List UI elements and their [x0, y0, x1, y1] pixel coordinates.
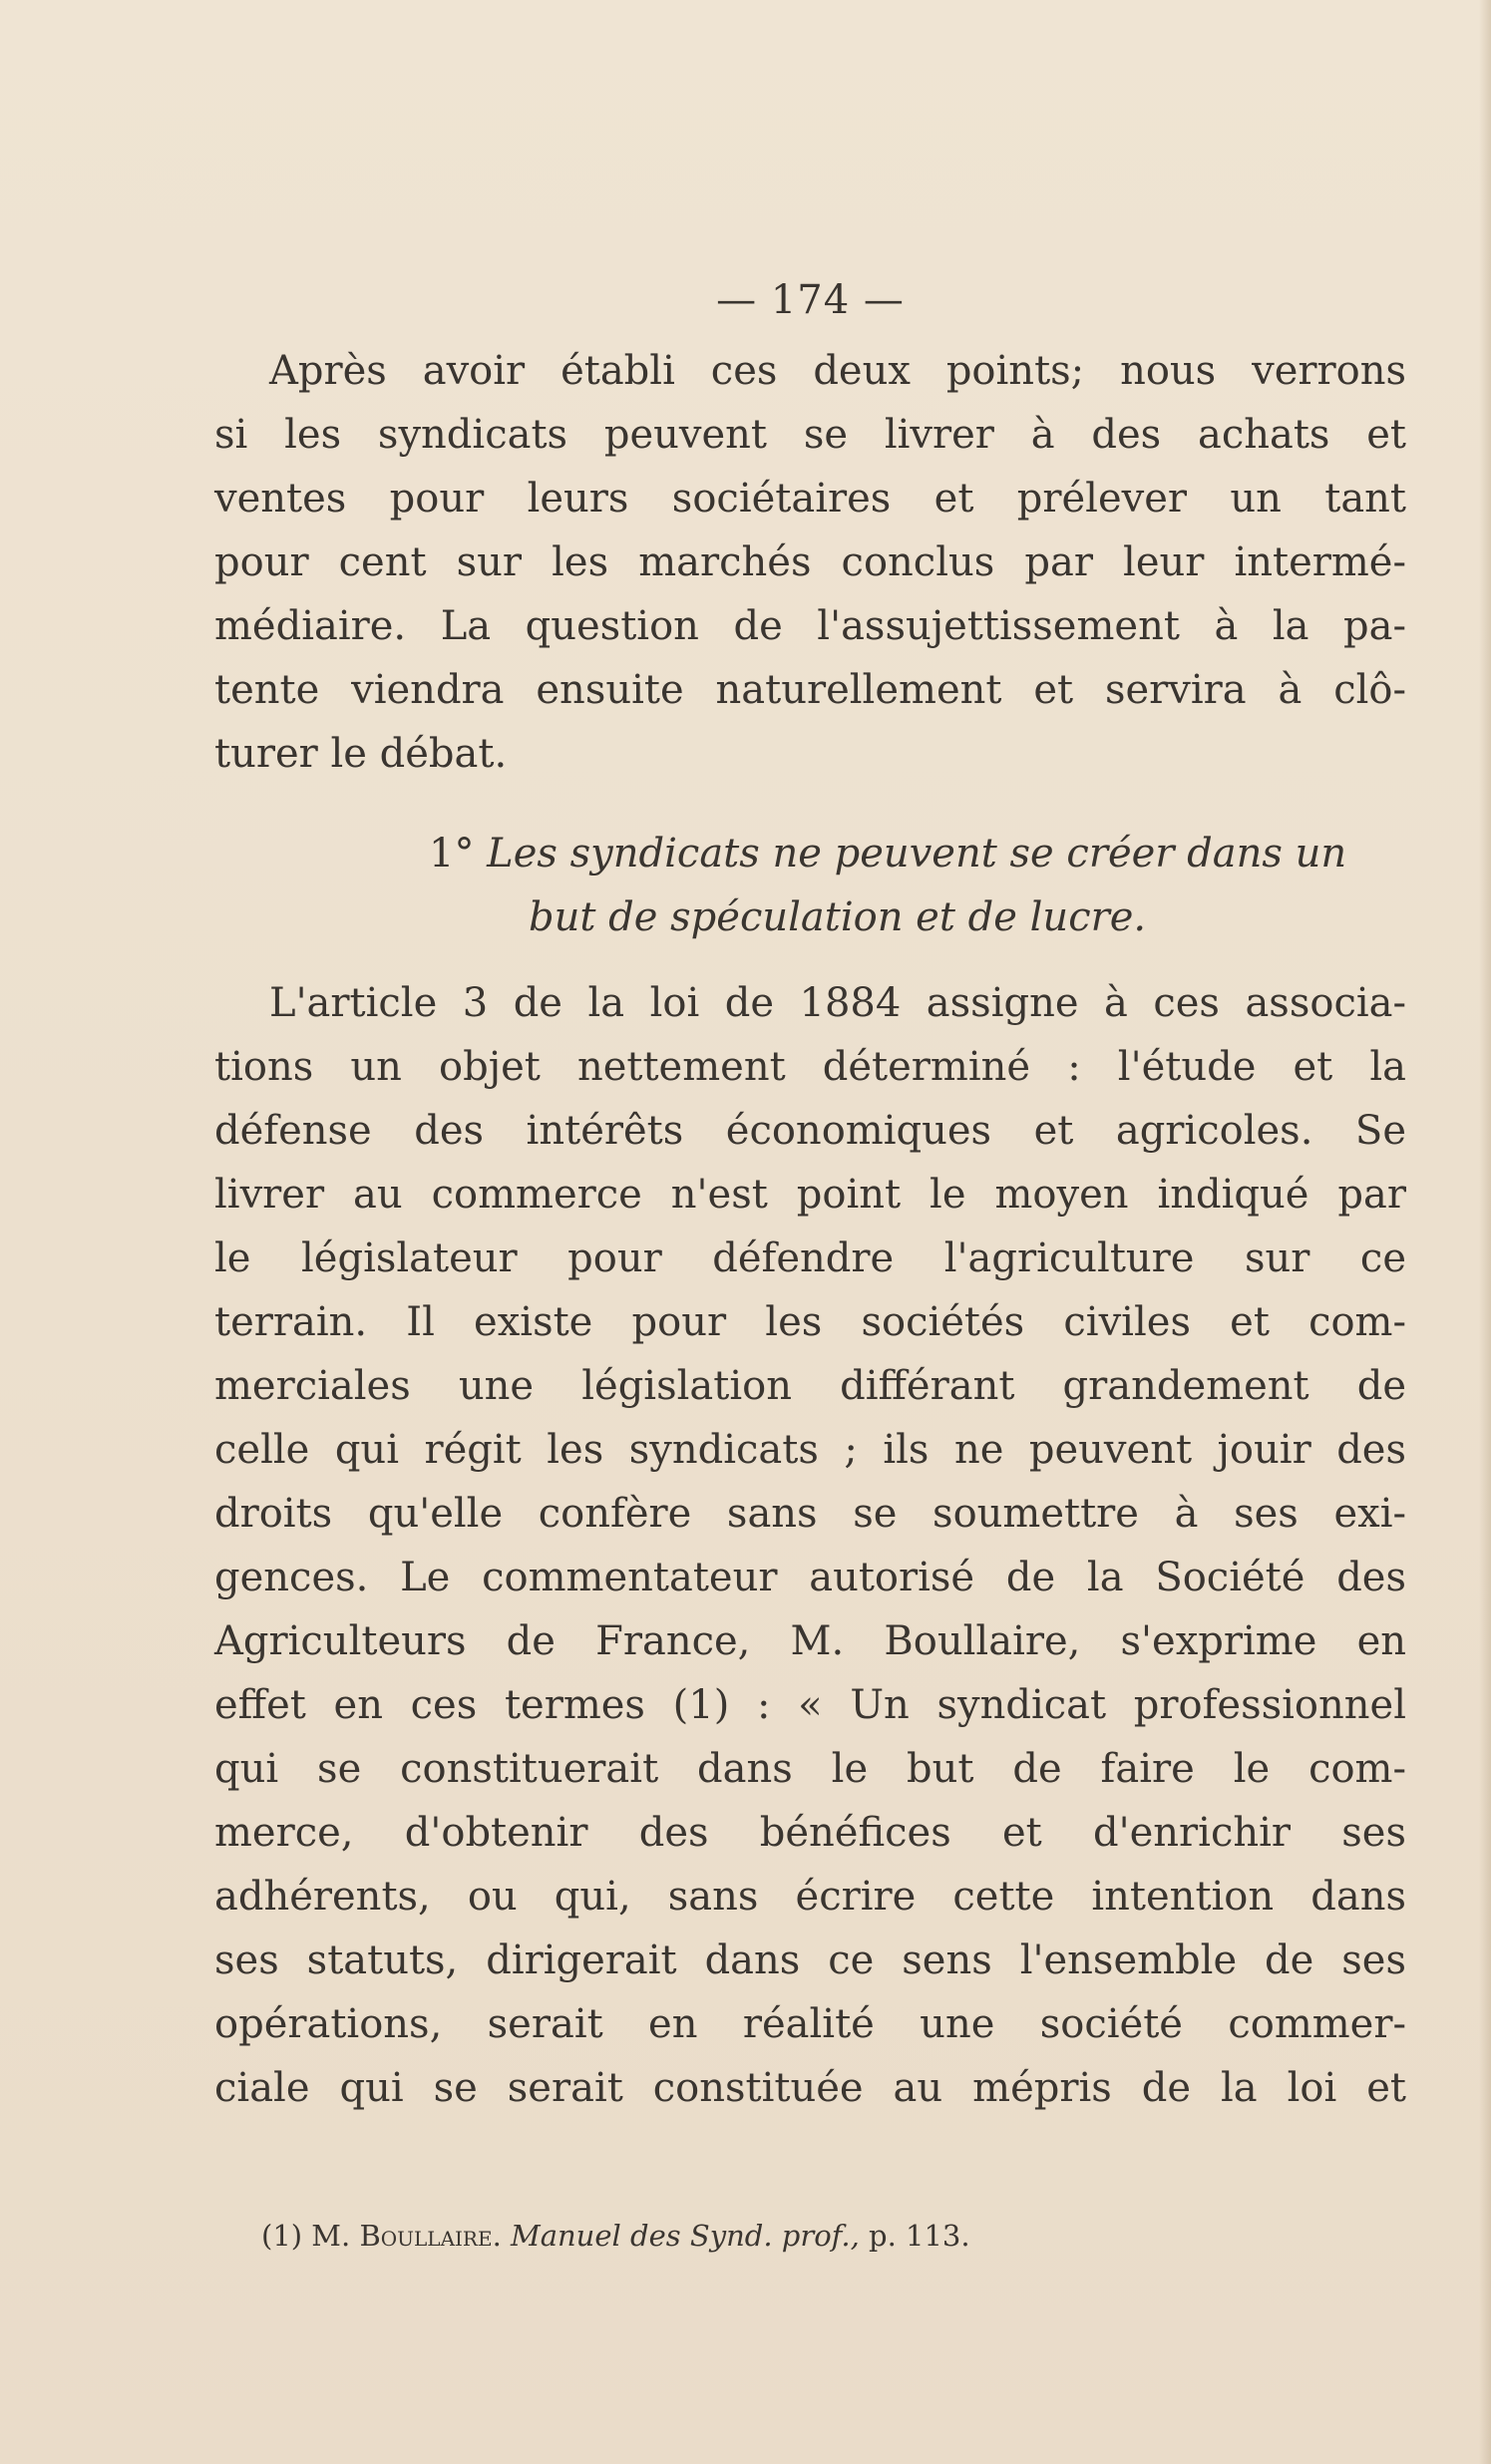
paragraph-line: celle qui régit les syndicats ; ils ne peuvent jouir des	[214, 1427, 1406, 1473]
paragraph-line: ses statuts, dirigerait dans ce sens l'ensemble de ses	[214, 1937, 1406, 1983]
footnote-page: p. 113.	[869, 2219, 970, 2253]
footnote-title: Manuel des Synd. prof.,	[511, 2219, 860, 2253]
paragraph-line: Agriculteurs de France, M. Boullaire, s'exprime en	[214, 1618, 1406, 1664]
paragraph-line: pour cent sur les marchés conclus par leur intermé-	[214, 539, 1406, 585]
heading-line-1	[214, 822, 1406, 885]
paragraph-line: défense des intérêts économiques et agricoles. Se	[214, 1108, 1406, 1154]
paragraph-line: turer le débat.	[214, 731, 508, 777]
footnote-author: Boullaire.	[359, 2219, 502, 2253]
footnote	[261, 2216, 970, 2256]
paragraph-line: adhérents, ou qui, sans écrire cette intention dans	[214, 1874, 1406, 1920]
paragraph-line: droits qu'elle confère sans se soumettre à ses exi-	[214, 1491, 1406, 1537]
paragraph-line: qui se constituerait dans le but de faire le com-	[214, 1746, 1406, 1792]
paragraph-line: médiaire. La question de l'assujettissement à la pa-	[214, 603, 1406, 649]
heading-text-1: Les syndicats ne peuvent se créer dans un	[487, 831, 1347, 877]
paragraph-line: si les syndicats peuvent se livrer à des achats et	[214, 412, 1406, 458]
paragraph-intro	[214, 339, 1406, 786]
paragraph-line: tente viendra ensuite naturellement et servira à clô-	[214, 667, 1406, 713]
paragraph-line: gences. Le commentateur autorisé de la Société des	[214, 1555, 1406, 1600]
paragraph-main	[214, 971, 1406, 2120]
paragraph-line: terrain. Il existe pour les sociétés civiles et com-	[214, 1299, 1406, 1345]
paragraph-line: livrer au commerce n'est point le moyen indiqué par	[214, 1172, 1406, 1218]
page-number: — 174 —	[716, 277, 905, 323]
paragraph-line: ventes pour leurs sociétaires et prélever un tant	[214, 476, 1406, 522]
paragraph-line: opérations, serait en réalité une société commer-	[214, 2001, 1406, 2047]
footnote-marker: (1) M.	[261, 2219, 351, 2253]
paragraph-line: merce, d'obtenir des bénéfices et d'enrichir ses	[214, 1810, 1406, 1856]
page-edge-shadow	[1479, 0, 1491, 2464]
heading-number: 1°	[429, 831, 475, 877]
paragraph-line: ciale qui se serait constituée au mépris de la loi et	[214, 2065, 1406, 2111]
section-heading	[214, 822, 1406, 949]
text-block	[214, 269, 1406, 2120]
paragraph-line: Après avoir établi ces deux points; nous verrons	[269, 348, 1406, 394]
paragraph-line: merciales une législation différant grandement de	[214, 1363, 1406, 1409]
paragraph-line: le législateur pour défendre l'agriculture sur ce	[214, 1235, 1406, 1281]
heading-line-2: but de spéculation et de lucre.	[529, 894, 1147, 940]
paragraph-line: tions un objet nettement déterminé : l'étude et la	[214, 1044, 1406, 1090]
paragraph-line: L'article 3 de la loi de 1884 assigne à ces associa-	[269, 980, 1406, 1026]
paragraph-line: effet en ces termes (1) : « Un syndicat professionnel	[214, 1682, 1406, 1728]
